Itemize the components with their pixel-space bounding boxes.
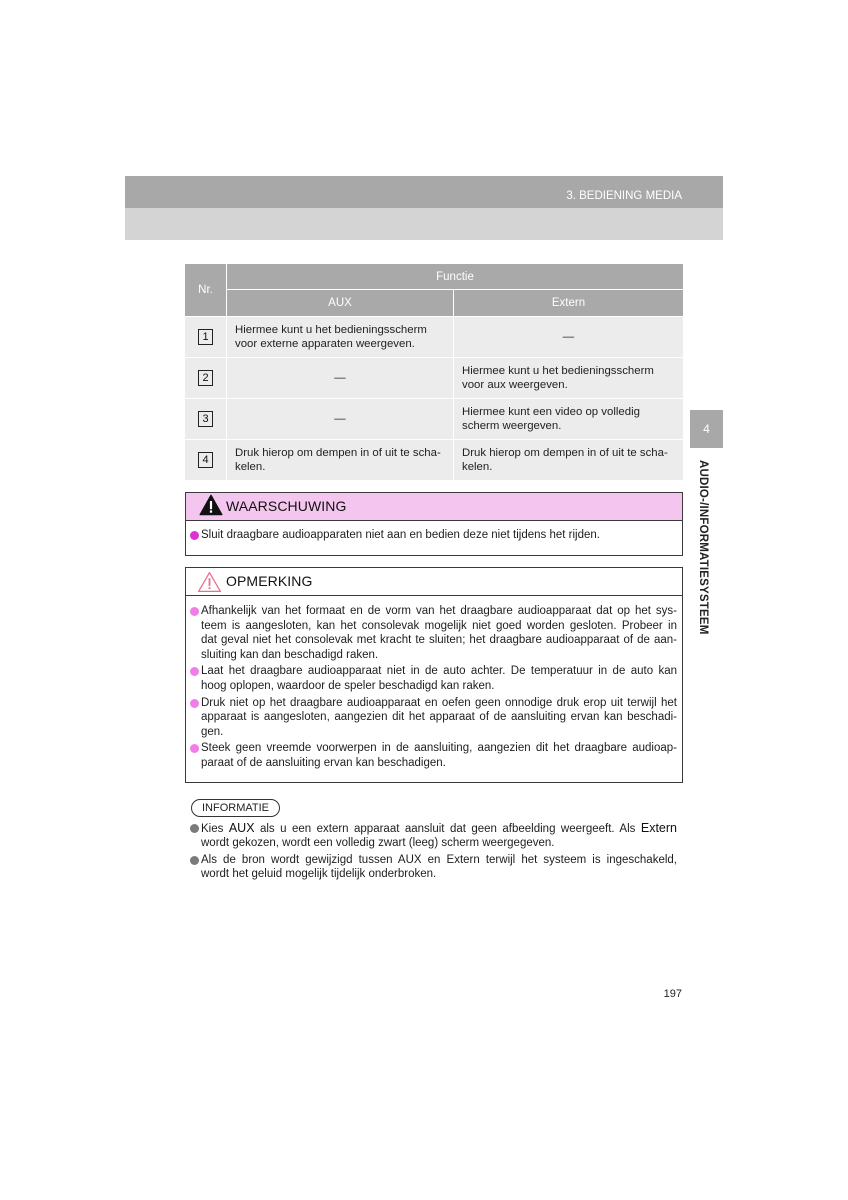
note-item <box>201 741 677 770</box>
info-item-text <box>201 853 677 882</box>
section-header-subband <box>125 208 723 240</box>
item-number-box: 3 <box>198 411 213 427</box>
info-item-line <box>201 821 677 837</box>
text-line: wordt het geluid mogelijk tijdelijk onderbroken. <box>201 868 437 881</box>
table-header-functie-label: Functie <box>436 270 474 283</box>
bullet-dot <box>190 667 199 676</box>
chapter-number: 4 <box>703 422 710 436</box>
text-line: teem is aangesloten, kan het consolevak mogelijk niet goed worden gesloten. Probeer in <box>201 619 677 632</box>
note-item-text <box>201 696 677 740</box>
text-line: Laat het draagbare audioapparaat niet in de auto achter. De temperatuur in de auto kan <box>201 665 677 678</box>
warning-header <box>186 493 682 521</box>
table-cell-aux <box>227 358 453 398</box>
note-box <box>185 567 683 783</box>
warning-box <box>185 492 683 556</box>
table-cell-nr <box>185 440 226 480</box>
section-title: 3. BEDIENING MEDIA <box>566 190 682 202</box>
table-header-functie <box>227 264 683 289</box>
text-line: paraat of de aansluiting ervan kan beschadigen. <box>201 756 446 769</box>
item-number-box: 4 <box>198 452 213 468</box>
cell-dash: — <box>334 413 346 425</box>
warning-title: WAARSCHUWING <box>226 498 347 514</box>
cell-dash: — <box>334 372 346 384</box>
text-line: Steek geen vreemde voorwerpen in de aansluiting, aangezien dit het draagbare audioap- <box>201 742 677 755</box>
info-key-aux: AUX <box>228 820 255 835</box>
note-item-text <box>201 664 677 693</box>
note-item <box>201 696 677 740</box>
item-number-box: 2 <box>198 370 213 386</box>
table-cell-extern <box>454 358 683 398</box>
info-label-pill <box>191 799 280 817</box>
info-label: INFORMATIE <box>201 802 269 814</box>
text-line: sluiting kan dan beschadigd raken. <box>201 648 379 661</box>
info-item <box>201 853 677 882</box>
warning-icon <box>199 494 223 516</box>
chapter-title: AUDIO-/INFORMATIESYSTEEM <box>697 460 709 635</box>
info-list <box>201 821 677 884</box>
text-line: Afhankelijk van het formaat en de vorm van het draagbare audioapparaat dat op het sys- <box>201 605 677 617</box>
text-line: dat geval niet het consolevak met kracht te sluiten; het draagbare audioapparaat of de aan- <box>201 634 677 647</box>
cell-text: Druk hierop om dempen in of uit te scha- kelen. <box>235 447 441 473</box>
table-cell-aux <box>227 317 453 357</box>
page-number: 197 <box>663 988 682 1000</box>
table-cell-nr <box>185 317 226 357</box>
bullet-dot <box>190 856 199 865</box>
table-cell-aux <box>227 440 453 480</box>
function-table <box>185 264 683 480</box>
table-header-aux-label: AUX <box>328 297 352 309</box>
note-item-text <box>201 741 677 770</box>
info-text: als u een extern apparaat aansluit dat geen afbeelding weergeeft. Als <box>259 822 636 835</box>
section-header-band <box>125 176 723 208</box>
text-line: hoog oplopen, waardoor de speler beschadigd kan raken. <box>201 679 495 692</box>
text-line: gen. <box>201 725 224 738</box>
text-line: Sluit draagbare audioapparaten niet aan en bedien deze niet tijdens het rijden. <box>201 529 600 541</box>
table-header-extern <box>454 290 683 316</box>
bullet-dot <box>190 699 199 708</box>
table-header-extern-label: Extern <box>551 297 586 309</box>
cell-text: Hiermee kunt een video op volledig scherm weergeven. <box>462 406 640 432</box>
table-cell-aux <box>227 399 453 439</box>
note-item <box>201 604 677 662</box>
bullet-dot <box>190 607 199 616</box>
note-body <box>186 596 682 771</box>
cell-text: Hiermee kunt u het bedieningsscherm voor externe apparaten weergeven. <box>235 324 427 350</box>
chapter-tab <box>690 410 723 448</box>
caution-icon <box>197 571 222 593</box>
table-header-aux <box>227 290 453 316</box>
warning-body <box>186 521 682 543</box>
info-text: Kies <box>201 822 224 835</box>
note-title: OPMERKING <box>226 573 313 589</box>
bullet-dot <box>190 824 199 833</box>
table-cell-nr <box>185 399 226 439</box>
cell-text: Druk hierop om dempen in of uit te scha- kelen. <box>462 447 668 473</box>
bullet-dot <box>190 531 199 540</box>
text-line: Druk niet op het draagbare audioapparaat en oefen geen onnodige druk erop uit terwijl het <box>201 696 677 709</box>
cell-dash: — <box>562 331 575 343</box>
item-number-box: 1 <box>198 329 213 345</box>
bullet-dot <box>190 744 199 753</box>
note-item-text <box>201 604 677 662</box>
note-item <box>201 664 677 693</box>
table-cell-extern <box>454 440 683 480</box>
info-key-extern: Extern <box>640 820 677 835</box>
table-cell-extern <box>454 317 683 357</box>
table-header-nr <box>185 264 226 316</box>
cell-text: Hiermee kunt u het bedieningsscherm voor aux weergeven. <box>462 365 654 391</box>
table-header-nr-label: Nr. <box>198 284 213 296</box>
note-header <box>186 568 682 596</box>
warning-item-text <box>201 528 677 543</box>
info-item-line: wordt gekozen, wordt een volledig zwart (leeg) scherm weergegeven. <box>201 837 555 850</box>
text-line: apparaat is aangesloten, aangezien dit het apparaat of de aansluiting ervan kan beschadi- <box>201 711 677 724</box>
table-cell-extern <box>454 399 683 439</box>
warning-item <box>201 528 677 543</box>
text-line: Als de bron wordt gewijzigd tussen AUX en Extern terwijl het systeem is ingeschakeld, <box>201 853 677 866</box>
table-cell-nr <box>185 358 226 398</box>
info-item <box>201 821 677 851</box>
